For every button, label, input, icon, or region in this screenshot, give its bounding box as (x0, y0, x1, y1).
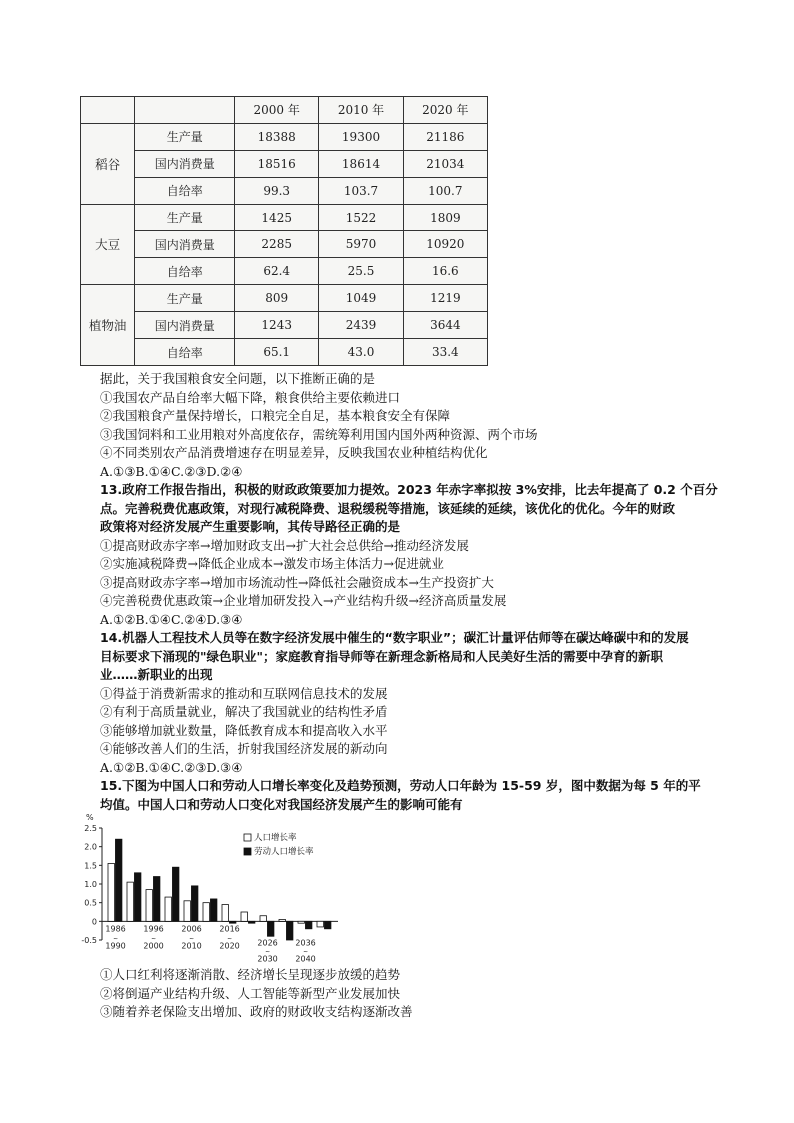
table-header-cell (135, 97, 235, 124)
table-cell: 100.7 (403, 177, 487, 204)
bar-labor-growth (134, 873, 140, 922)
q15-stem-line: 15.下图为中国人口和劳动人口增长率变化及趋势预测，劳动人口年龄为 15-59 岁，图中数据为每 5 年的平 (100, 778, 701, 793)
x-tick-tilde: ~ (227, 935, 233, 943)
table-metric: 自给率 (135, 339, 235, 366)
bar-labor-growth (267, 921, 273, 936)
y-tick-label: 2.5 (84, 824, 97, 833)
legend-swatch (244, 848, 251, 855)
q14-answers: A.①②B.①④C.②③D.③④ (100, 759, 243, 775)
table-header-cell: 2020 年 (403, 97, 487, 124)
y-tick-label: 0 (91, 917, 97, 927)
table-cell: 25.5 (319, 258, 403, 285)
q12-option: ①我国农产品自给率大幅下降，粮食供给主要依赖进口 (100, 389, 401, 405)
bar-labor-growth (324, 921, 330, 928)
q14-option: ③能够增加就业数量，降低教育成本和提高收入水平 (100, 722, 388, 738)
table-row (81, 150, 488, 177)
y-tick-label: 0.5 (84, 898, 97, 908)
x-tick-tilde: ~ (303, 948, 309, 956)
table-row (81, 177, 488, 204)
y-tick-label: 1.0 (84, 880, 97, 889)
q14-option: ①得益于消费新需求的推动和互联网信息技术的发展 (100, 685, 388, 701)
q13-block (100, 481, 740, 629)
bar-population-growth (108, 863, 114, 921)
y-axis-label: % (86, 813, 94, 822)
table-cell: 18516 (235, 150, 319, 177)
table-cell: 62.4 (235, 258, 319, 285)
table-cell: 1243 (235, 312, 319, 339)
bar-labor-growth (305, 921, 311, 928)
table-cell: 809 (235, 285, 319, 312)
bar-labor-growth (229, 921, 235, 923)
bar-population-growth (203, 903, 209, 922)
x-tick-tilde: ~ (113, 935, 119, 943)
x-tick-tilde: ~ (265, 948, 271, 956)
grain-table (80, 96, 488, 366)
q14-option: ②有利于高质量就业，解决了我国就业的结构性矛盾 (100, 704, 388, 719)
x-tick-tilde: ~ (189, 935, 195, 943)
table-metric: 国内消费量 (135, 231, 235, 258)
table-metric: 自给率 (135, 177, 235, 204)
table-metric: 国内消费量 (135, 150, 235, 177)
x-tick-label: 2010 (181, 941, 202, 951)
table-cell: 21186 (403, 123, 487, 150)
q14-option: ④能够改善人们的生活，折射我国经济发展的新动向 (100, 741, 388, 756)
legend-label: 劳动人口增长率 (254, 847, 314, 857)
bar-labor-growth (153, 877, 159, 922)
x-tick-label: 2016 (219, 924, 240, 934)
table-row (81, 339, 488, 366)
table-cell: 18614 (319, 150, 403, 177)
table-metric: 生产量 (135, 285, 235, 312)
table-metric: 国内消费量 (135, 312, 235, 339)
q14-block (100, 629, 740, 777)
table-cell: 5970 (319, 231, 403, 258)
q12-option: ②我国粮食产量保持增长，口粮完全自足，基本粮食安全有保障 (100, 408, 451, 423)
q15-block (100, 777, 740, 814)
q12-block (100, 370, 740, 481)
q13-option: ②实施减税降费→降低企业成本→激发市场主体活力→促进就业 (100, 556, 444, 571)
x-tick-label: 2036 (295, 938, 316, 948)
table-cell: 3644 (403, 312, 487, 339)
q13-stem-line: 政策将对经济发展产生重要影响，其传导路径正确的是 (100, 519, 401, 534)
table-group-label: 植物油 (81, 285, 135, 366)
x-tick-label: 2040 (295, 954, 316, 962)
q14-stem-line: 业……新职业的出现 (100, 667, 213, 682)
table-cell: 99.3 (235, 177, 319, 204)
bar-labor-growth (172, 867, 178, 921)
x-tick-label: 2030 (257, 954, 278, 962)
table-group-label: 大豆 (81, 204, 135, 285)
table-metric: 生产量 (135, 123, 235, 150)
x-tick-label: 2000 (143, 941, 164, 951)
q15-options (100, 966, 740, 1022)
y-tick-label: -0.5 (81, 936, 97, 945)
q15-option: ②将倒逼产业结构升级、人工智能等新型产业发展加快 (100, 985, 401, 1001)
bar-population-growth (279, 919, 285, 921)
table-metric: 自给率 (135, 258, 235, 285)
bar-population-growth (298, 921, 304, 923)
x-tick-label: 1986 (105, 924, 126, 934)
bar-population-growth (241, 912, 247, 921)
bar-labor-growth (248, 921, 254, 923)
table-group-label: 稻谷 (81, 123, 135, 204)
table-header-cell: 2010 年 (319, 97, 403, 124)
table-cell: 2285 (235, 231, 319, 258)
table-header-cell (81, 97, 135, 124)
table-row (81, 312, 488, 339)
bar-labor-growth (115, 839, 121, 921)
table-header-row (81, 97, 488, 124)
q12-answers: A.①③B.①④C.②③D.②④ (100, 463, 243, 479)
bar-population-growth (146, 890, 152, 922)
table-cell: 10920 (403, 231, 487, 258)
x-tick-label: 2006 (181, 924, 202, 934)
x-tick-label: 1990 (105, 941, 126, 951)
q15-option: ③随着养老保险支出增加、政府的财政收支结构逐渐改善 (100, 1004, 413, 1019)
grain-table-wrap (80, 96, 488, 366)
table-row (81, 204, 488, 231)
table-row (81, 231, 488, 258)
bar-population-growth (184, 901, 190, 922)
q13-option: ①提高财政赤字率→增加财政支出→扩大社会总供给→推动经济发展 (100, 537, 469, 553)
q12-option: ③我国饲料和工业用粮对外高度依存，需统筹利用国内国外两种资源、两个市场 (100, 426, 538, 442)
q13-option: ④完善税费优惠政策→企业增加研发投入→产业结构升级→经济高质量发展 (100, 593, 507, 608)
table-cell: 33.4 (403, 339, 487, 366)
bar-labor-growth (286, 921, 292, 940)
table-cell: 18388 (235, 123, 319, 150)
y-tick-label: 1.5 (84, 861, 97, 871)
bar-population-growth (222, 905, 228, 922)
population-chart (76, 812, 346, 962)
q14-stem-line: 14.机器人工程技术人员等在数字经济发展中催生的“数字职业”；碳汇计量评估师等在碳达峰碳中和的发展 (100, 630, 689, 645)
q12-option: ④不同类别农产品消费增速存在明显差异，反映我国农业种植结构优化 (100, 445, 488, 460)
bar-population-growth (317, 921, 323, 927)
table-cell: 1809 (403, 204, 487, 231)
table-cell: 65.1 (235, 339, 319, 366)
bar-labor-growth (191, 886, 197, 921)
q13-answers: A.①②B.①④C.②④D.③④ (100, 611, 243, 627)
x-tick-label: 2020 (219, 941, 240, 951)
q14-stem-line: 目标要求下涌现的"绿色职业"；家庭教育指导师等在新理念新格局和人民美好生活的需要中孕育的新职 (100, 648, 664, 664)
y-tick-label: 2.0 (84, 842, 97, 852)
q13-option: ③提高财政赤字率→增加市场流动性→降低社会融资成本→生产投资扩大 (100, 574, 494, 590)
population-chart-svg (76, 812, 346, 962)
table-cell: 1522 (319, 204, 403, 231)
table-cell: 21034 (403, 150, 487, 177)
table-header-cell: 2000 年 (235, 97, 319, 124)
x-tick-label: 2026 (257, 938, 278, 948)
x-tick-label: 1996 (143, 924, 164, 934)
table-cell: 1049 (319, 285, 403, 312)
q15-stem-line: 均值。中国人口和劳动人口变化对我国经济发展产生的影响可能有 (100, 796, 463, 812)
q12-stem: 据此，关于我国粮食安全问题，以下推断正确的是 (100, 371, 376, 386)
table-cell: 2439 (319, 312, 403, 339)
bar-population-growth (260, 916, 266, 922)
q13-stem-line: 13.政府工作报告指出，积极的财政政策要加力提效。2023 年赤字率拟按 3%安排，比去年提高了 0.2 个百分 (100, 482, 718, 497)
x-tick-tilde: ~ (151, 935, 157, 943)
bar-labor-growth (210, 899, 216, 921)
bar-population-growth (127, 882, 133, 921)
table-cell: 103.7 (319, 177, 403, 204)
legend-swatch (244, 834, 251, 841)
q13-stem-line: 点。完善税费优惠政策，对现行减税降费、退税缓税等措施，该延续的延续，该优化的优化。今年的财政 (100, 500, 676, 516)
table-row (81, 285, 488, 312)
table-row (81, 123, 488, 150)
bar-population-growth (165, 897, 171, 921)
table-cell: 43.0 (319, 339, 403, 366)
table-metric: 生产量 (135, 204, 235, 231)
table-row (81, 258, 488, 285)
q15-option: ①人口红利将逐渐消散、经济增长呈现逐步放缓的趋势 (100, 967, 401, 982)
table-cell: 16.6 (403, 258, 487, 285)
table-cell: 1219 (403, 285, 487, 312)
legend-label: 人口增长率 (254, 833, 297, 843)
table-cell: 19300 (319, 123, 403, 150)
table-cell: 1425 (235, 204, 319, 231)
